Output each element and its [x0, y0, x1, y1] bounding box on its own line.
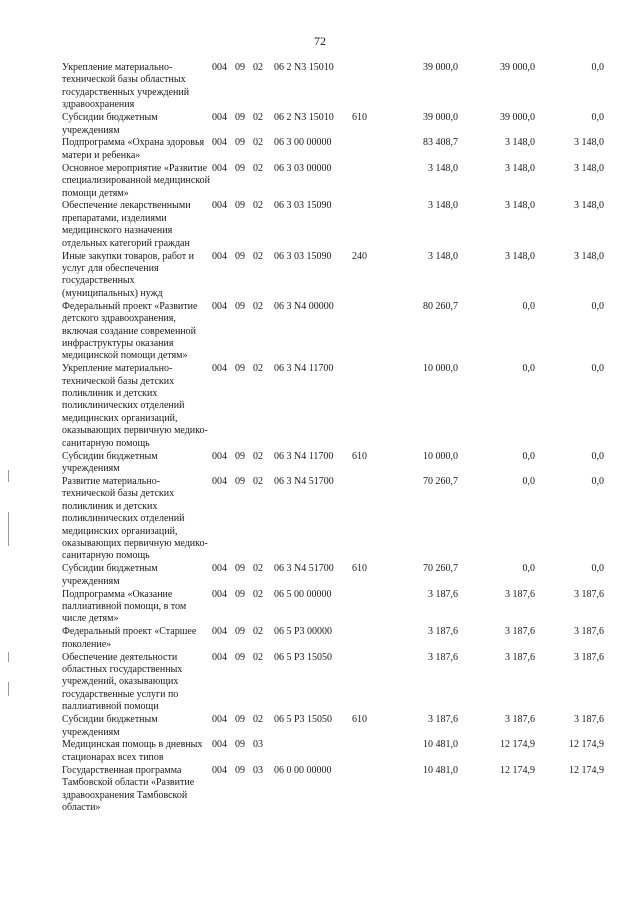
budget-table — [62, 62, 604, 815]
target-article-cell: 06 3 N4 51700 — [274, 563, 334, 575]
subsection-code-cell: 02 — [253, 714, 263, 726]
subsection-code-cell: 02 — [253, 162, 263, 174]
expense-type-cell: 610 — [352, 112, 367, 124]
table-row — [62, 163, 604, 201]
table-row — [62, 137, 604, 162]
amount-year3-cell: 3 148,0 — [574, 137, 604, 149]
amount-year3-cell: 0,0 — [591, 300, 604, 312]
amount-year1-cell: 10 481,0 — [423, 739, 458, 751]
target-article-cell: 06 5 P3 15050 — [274, 651, 333, 663]
subsection-code-cell: 02 — [253, 588, 263, 600]
section-code-cell: 09 — [235, 450, 245, 462]
row-name-cell: Развитие материально-технической базы детских поликлиник и детских поликлинических отделений медицинских организаций, оказывающих первичную медико-санитарную помощь — [62, 475, 208, 562]
section-code-cell: 09 — [235, 626, 245, 638]
margin-mark — [8, 682, 9, 696]
table-row — [62, 765, 604, 815]
target-article-cell — [274, 739, 352, 764]
section-code-cell: 09 — [235, 739, 245, 751]
amount-year3-cell: 0,0 — [591, 475, 604, 487]
amount-year1-cell: 3 148,0 — [428, 200, 458, 212]
subsection-code-cell: 02 — [253, 626, 263, 638]
amount-year3-cell: 12 174,9 — [569, 764, 604, 776]
amount-year3-cell: 3 187,6 — [574, 714, 604, 726]
amount-year2-cell: 3 187,6 — [505, 626, 535, 638]
section-code-cell: 09 — [235, 162, 245, 174]
subsection-code-cell: 02 — [253, 475, 263, 487]
section-code-cell: 09 — [235, 250, 245, 262]
table-row — [62, 563, 604, 588]
amount-year2-cell: 0,0 — [522, 475, 535, 487]
table-row — [62, 739, 604, 764]
target-article-cell: 06 5 P3 15050 — [274, 714, 333, 726]
table-row — [62, 62, 604, 112]
margin-mark — [8, 512, 9, 546]
amount-year2-cell: 3 148,0 — [505, 200, 535, 212]
amount-year3-cell: 3 187,6 — [574, 626, 604, 638]
target-article-cell: 06 2 N3 15010 — [274, 62, 334, 73]
expense-type-cell: 610 — [352, 563, 367, 575]
amount-year3-cell: 3 148,0 — [574, 250, 604, 262]
row-name-cell: Субсидии бюджетным учреждениям — [62, 450, 158, 474]
expense-type-cell — [352, 163, 378, 201]
amount-year2-cell: 12 174,9 — [500, 764, 535, 776]
expense-type-cell — [352, 739, 378, 764]
target-article-cell: 06 5 00 00000 — [274, 588, 332, 600]
amount-year1-cell: 83 408,7 — [423, 137, 458, 149]
amount-year3-cell: 0,0 — [591, 62, 604, 73]
amount-year2-cell: 3 187,6 — [505, 588, 535, 600]
grbs-code-cell: 004 — [212, 250, 227, 262]
row-name-cell: Медицинская помощь в дневных стационарах всех типов — [62, 739, 203, 763]
table-row — [62, 652, 604, 715]
page-number: 72 — [314, 34, 326, 48]
expense-type-cell — [352, 652, 378, 715]
section-code-cell: 09 — [235, 137, 245, 149]
target-article-cell: 06 3 N4 00000 — [274, 300, 334, 312]
row-name-cell: Обеспечение деятельности областных государственных учреждений, оказывающих государственные услуги по паллиативной помощи — [62, 651, 183, 713]
amount-year1-cell: 3 187,6 — [428, 714, 458, 726]
section-code-cell: 09 — [235, 588, 245, 600]
subsection-code-cell: 02 — [253, 250, 263, 262]
subsection-code-cell: 03 — [253, 739, 263, 751]
target-article-cell: 06 3 N4 11700 — [274, 363, 334, 375]
subsection-code-cell: 02 — [253, 450, 263, 462]
row-name-cell: Субсидии бюджетным учреждениям — [62, 563, 158, 587]
target-article-cell: 06 0 00 00000 — [274, 764, 332, 776]
grbs-code-cell: 004 — [212, 563, 227, 575]
expense-type-cell — [352, 626, 378, 651]
expense-type-cell — [352, 765, 378, 815]
subsection-code-cell: 02 — [253, 62, 263, 73]
grbs-code-cell: 004 — [212, 764, 227, 776]
row-name-cell: Иные закупки товаров, работ и услуг для обеспечения государственных (муниципальных) нужд — [62, 250, 195, 299]
row-name-cell: Подпрограмма «Охрана здоровья матери и ребенка» — [62, 137, 205, 161]
section-code-cell: 09 — [235, 475, 245, 487]
expense-type-cell — [352, 363, 378, 450]
section-code-cell: 09 — [235, 112, 245, 124]
section-code-cell: 09 — [235, 300, 245, 312]
amount-year2-cell: 39 000,0 — [500, 112, 535, 124]
table-row — [62, 200, 604, 250]
amount-year1-cell: 39 000,0 — [423, 62, 458, 73]
amount-year1-cell: 39 000,0 — [423, 112, 458, 124]
subsection-code-cell: 02 — [253, 651, 263, 663]
margin-mark — [8, 652, 9, 662]
table-row — [62, 714, 604, 739]
table-row — [62, 363, 604, 450]
amount-year3-cell: 3 148,0 — [574, 162, 604, 174]
amount-year3-cell: 0,0 — [591, 450, 604, 462]
amount-year3-cell: 0,0 — [591, 112, 604, 124]
amount-year1-cell: 3 187,6 — [428, 651, 458, 663]
amount-year3-cell: 3 148,0 — [574, 200, 604, 212]
section-code-cell: 09 — [235, 62, 245, 73]
row-name-cell: Субсидии бюджетным учреждениям — [62, 714, 158, 738]
expense-type-cell — [352, 301, 378, 364]
expense-type-cell: 610 — [352, 714, 367, 726]
row-name-cell: Федеральный проект «Развитие детского здравоохранения, включая создание современной инфраструктуры оказания медицинской помощи детям» — [62, 300, 198, 362]
row-name-cell: Федеральный проект «Старшее поколение» — [62, 626, 197, 650]
amount-year1-cell: 3 148,0 — [428, 250, 458, 262]
target-article-cell: 06 3 03 00000 — [274, 162, 332, 174]
grbs-code-cell: 004 — [212, 626, 227, 638]
amount-year3-cell: 0,0 — [591, 563, 604, 575]
amount-year1-cell: 80 260,7 — [423, 300, 458, 312]
table-row — [62, 251, 604, 301]
expense-type-cell — [352, 476, 378, 563]
row-name-cell: Государственная программа Тамбовской области «Развитие здравоохранения Тамбовской области» — [62, 764, 195, 813]
row-name-cell: Субсидии бюджетным учреждениям — [62, 112, 158, 136]
amount-year2-cell: 0,0 — [522, 300, 535, 312]
expense-type-cell — [352, 589, 378, 627]
target-article-cell: 06 5 P3 00000 — [274, 626, 333, 638]
row-name-cell: Укрепление материально-технической базы областных государственных учреждений здравоохранения — [62, 62, 190, 111]
subsection-code-cell: 02 — [253, 563, 263, 575]
grbs-code-cell: 004 — [212, 62, 227, 73]
target-article-cell: 06 3 N4 51700 — [274, 475, 334, 487]
section-code-cell: 09 — [235, 200, 245, 212]
amount-year1-cell: 70 260,7 — [423, 475, 458, 487]
grbs-code-cell: 004 — [212, 739, 227, 751]
table-row — [62, 451, 604, 476]
grbs-code-cell: 004 — [212, 651, 227, 663]
target-article-cell: 06 3 N4 11700 — [274, 450, 334, 462]
table-row — [62, 626, 604, 651]
amount-year2-cell: 39 000,0 — [500, 62, 535, 73]
amount-year3-cell: 12 174,9 — [569, 739, 604, 751]
grbs-code-cell: 004 — [212, 450, 227, 462]
grbs-code-cell: 004 — [212, 200, 227, 212]
subsection-code-cell: 02 — [253, 112, 263, 124]
table-row — [62, 112, 604, 137]
amount-year2-cell: 3 148,0 — [505, 250, 535, 262]
grbs-code-cell: 004 — [212, 588, 227, 600]
subsection-code-cell: 02 — [253, 137, 263, 149]
amount-year2-cell: 3 148,0 — [505, 137, 535, 149]
subsection-code-cell: 03 — [253, 764, 263, 776]
section-code-cell: 09 — [235, 764, 245, 776]
subsection-code-cell: 02 — [253, 363, 263, 375]
section-code-cell: 09 — [235, 563, 245, 575]
table-row — [62, 589, 604, 627]
grbs-code-cell: 004 — [212, 162, 227, 174]
amount-year1-cell: 3 148,0 — [428, 162, 458, 174]
target-article-cell: 06 3 03 15090 — [274, 250, 332, 262]
section-code-cell: 09 — [235, 363, 245, 375]
target-article-cell: 06 2 N3 15010 — [274, 112, 334, 124]
grbs-code-cell: 004 — [212, 363, 227, 375]
expense-type-cell — [352, 62, 378, 112]
margin-mark — [8, 470, 9, 482]
amount-year2-cell: 3 148,0 — [505, 162, 535, 174]
amount-year2-cell: 3 187,6 — [505, 714, 535, 726]
table-body — [62, 62, 604, 815]
amount-year1-cell: 3 187,6 — [428, 626, 458, 638]
amount-year1-cell: 70 260,7 — [423, 563, 458, 575]
amount-year1-cell: 10 000,0 — [423, 363, 458, 375]
expense-type-cell: 240 — [352, 250, 367, 262]
grbs-code-cell: 004 — [212, 300, 227, 312]
amount-year3-cell: 3 187,6 — [574, 588, 604, 600]
amount-year2-cell: 0,0 — [522, 450, 535, 462]
grbs-code-cell: 004 — [212, 137, 227, 149]
grbs-code-cell: 004 — [212, 475, 227, 487]
section-code-cell: 09 — [235, 651, 245, 663]
table-row — [62, 476, 604, 563]
row-name-cell: Укрепление материально-технической базы детских поликлиник и детских поликлинических отделений медицинских организаций, оказывающих первичную медико-санитарную помощь — [62, 363, 208, 449]
expense-type-cell — [352, 200, 378, 250]
amount-year3-cell: 0,0 — [591, 363, 604, 375]
amount-year2-cell: 3 187,6 — [505, 651, 535, 663]
subsection-code-cell: 02 — [253, 200, 263, 212]
expense-type-cell — [352, 137, 378, 162]
subsection-code-cell: 02 — [253, 300, 263, 312]
amount-year1-cell: 3 187,6 — [428, 588, 458, 600]
section-code-cell: 09 — [235, 714, 245, 726]
table-row — [62, 301, 604, 364]
amount-year2-cell: 0,0 — [522, 363, 535, 375]
target-article-cell: 06 3 00 00000 — [274, 137, 332, 149]
amount-year3-cell: 3 187,6 — [574, 651, 604, 663]
target-article-cell: 06 3 03 15090 — [274, 200, 332, 212]
row-name-cell: Подпрограмма «Оказание паллиативной помощи, в том числе детям» — [62, 588, 187, 625]
row-name-cell: Основное мероприятие «Развитие специализированной медицинской помощи детям» — [62, 162, 210, 199]
amount-year2-cell: 12 174,9 — [500, 739, 535, 751]
amount-year2-cell: 0,0 — [522, 563, 535, 575]
amount-year1-cell: 10 481,0 — [423, 764, 458, 776]
grbs-code-cell: 004 — [212, 714, 227, 726]
row-name-cell: Обеспечение лекарственными препаратами, изделиями медицинского назначения отдельных категорий граждан — [62, 200, 191, 249]
amount-year1-cell: 10 000,0 — [423, 450, 458, 462]
grbs-code-cell: 004 — [212, 112, 227, 124]
expense-type-cell: 610 — [352, 450, 367, 462]
